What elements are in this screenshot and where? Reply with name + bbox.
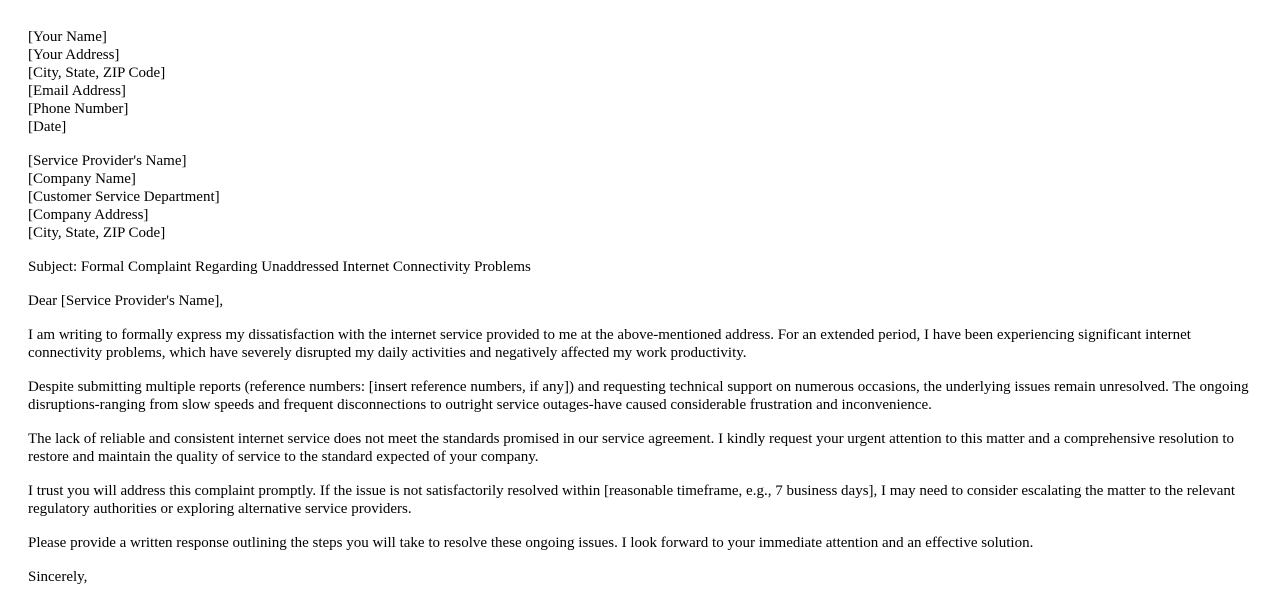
complaint-letter xyxy=(28,28,1258,586)
recipient-department: [Customer Service Department] xyxy=(28,189,220,205)
body-paragraph-1: I am writing to formally express my dissatisfaction with the internet service provided to me at the above-mentioned address. For an extended period, I have been experiencing significant internet connectivity problems, which have severely disrupted my daily activities and negatively affected my work productivity. xyxy=(28,327,1191,361)
recipient-city: [City, State, ZIP Code] xyxy=(28,225,166,241)
sender-address: [Your Address] xyxy=(28,47,120,63)
body-paragraph-2: Despite submitting multiple reports (reference numbers: [insert reference numbers, if any]) and requesting technical support on numerous occasions, the underlying issues remain unresolved. The ongoing disruptions-ranging from slow speeds and frequent disconnections to outright service outages-have caused considerable frustration and inconvenience. xyxy=(28,379,1249,413)
sender-block xyxy=(28,28,1258,136)
letter-date: [Date] xyxy=(28,119,67,135)
recipient-name: [Service Provider's Name] xyxy=(28,153,187,169)
recipient-block xyxy=(28,152,1258,242)
body-paragraph-4: I trust you will address this complaint promptly. If the issue is not satisfactorily resolved within [reasonable timeframe, e.g., 7 business days], I may need to consider escalating the matter to the relevant regulatory authorities or exploring alternative service providers. xyxy=(28,483,1236,517)
recipient-address: [Company Address] xyxy=(28,207,149,223)
recipient-company: [Company Name] xyxy=(28,171,136,187)
salutation: Dear [Service Provider's Name], xyxy=(28,293,224,309)
body-paragraph-3: The lack of reliable and consistent internet service does not meet the standards promised in our service agreement. I kindly request your urgent attention to this matter and a comprehensive resolution to restore and maintain the quality of service to the standard expected of your company. xyxy=(28,431,1235,465)
subject-line: Subject: Formal Complaint Regarding Unaddressed Internet Connectivity Problems xyxy=(28,259,531,275)
body-paragraph-5: Please provide a written response outlining the steps you will take to resolve these ongoing issues. I look forward to your immediate attention and an effective solution. xyxy=(28,535,1034,551)
sender-phone: [Phone Number] xyxy=(28,101,129,117)
closing: Sincerely, xyxy=(28,569,88,585)
sender-email: [Email Address] xyxy=(28,83,126,99)
sender-city: [City, State, ZIP Code] xyxy=(28,65,166,81)
sender-name: [Your Name] xyxy=(28,29,107,45)
